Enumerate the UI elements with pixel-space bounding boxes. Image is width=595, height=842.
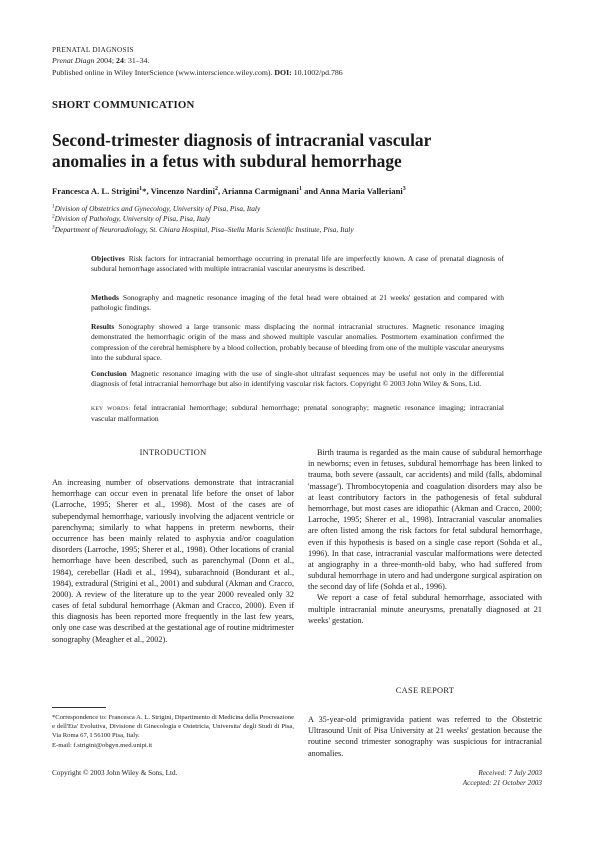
citation-line [52,56,149,67]
citation-journal: Prenat Diagn [52,56,95,65]
objectives-text: Risk factors for intracranial hemorrhage occurring in prenatal life are imperfectly known. A case of prenatal diagnosis of subdural hemorrhage associated with multiple intracranial vascular aneurysms is described. [91,254,504,274]
title-line-1: Second-trimester diagnosis of intracranial vascular [52,130,432,150]
correspondence-footnote [52,713,294,750]
doi-label: DOI: [274,68,292,77]
affiliation-2 [52,214,552,224]
case-report-text [308,714,542,759]
citation-volume: 24 [116,56,124,65]
keywords-label: KEY WORDS: [91,406,131,412]
case-report-heading: CASE REPORT [395,686,455,695]
abstract-objectives [91,254,504,275]
methods-label: Methods [91,293,119,302]
report-intro-paragraph: We report a case of fetal subdural hemorrhage, associated with multiple intracranial minute aneurysms, prenatally diagnosed at 21 weeks' gestation. [308,593,542,625]
introduction-text [52,477,294,645]
right-column-text [308,447,542,626]
methods-text: Sonography and magnetic resonance imaging of the fetal head were obtained at 21 weeks' gestation and compared with pathologic findings. [91,293,504,313]
abstract-copyright: Copyright © 2003 John Wiley & Sons, Ltd. [350,379,482,389]
citation-pages: : 31–34. [123,56,150,65]
conclusion-text: Magnetic resonance imaging with the use of single-shot ultrafast sequences may be useful not only in the differential diagnosis of fetal intracranial hemorrhage but also in identifying vascular risk factors. [91,369,504,389]
introduction-paragraph: An increasing number of observations demonstrate that intracranial hemorrhage can occur even in prenatal life before the onset of labor (Larroche, 1995; Sherer et al., 1998). Most of the cases are of subependymal hemorrhage, variously involving the adjacent ventricle or parenchyma; similarly to what happens in preterm newborns, their occurrence has been mainly related to asphyxia and/or coagulation disorders (Larroche, 1995; Sherer et al., 1998). Other locations of cranial hemorrhage have been described, such as parenchymal (Donn et al., 1984), cerebellar (Hadi et al., 1994), subarachnoid (Bondurant et al., 1984), extradural (Strigini et al., 2001) and subdural (Akman and Cracco, 2000). A review of the literature up to the year 2000 revealed only 32 cases of fetal subdural hemorrhage (Akman and Cracco, 2000). Even if this diagnosis has been reported more frequently in the last few years, only one case was described at the gestational age of routine midtrimester sonography (Meagher et al., 2002). [52,478,294,644]
published-text: Published online in Wiley InterScience (www.interscience.wiley.com). [52,68,273,77]
article-title [52,130,552,172]
author-3-affil: 1 [298,186,302,193]
affiliation-1 [52,204,552,214]
author-3: Arianna Carmignani [221,186,299,196]
affiliation-3 [52,225,552,235]
footnote-rule [52,707,106,708]
keywords [91,403,504,424]
section-tag: SHORT COMMUNICATION [52,99,195,111]
author-1-affil: 1 [139,186,143,193]
affiliation-text: Division of Pathology, University of Pisa, Pisa, Italy [54,214,211,224]
abstract-methods [91,293,504,314]
abstract-results [91,322,504,363]
accepted-date: Accepted: 21 October 2003 [462,778,542,787]
affiliation-num: 2 [52,213,55,220]
title-line-2: anomalies in a fetus with subdural hemorrhage [52,151,402,172]
author-4: Anna Maria Valleriani [319,186,403,196]
article-dates [392,769,542,788]
case-report-paragraph: A 35-year-old primigravida patient was referred to the Obstetric Ultrasound Unit of Pisa University at 21 weeks' gestation because the routine second trimester sonography was suspicious for intracranial anomalies. [308,715,542,758]
affiliation-text: Division of Obstetrics and Gynecology, University of Pisa, Pisa, Italy [54,204,261,213]
conclusion-label: Conclusion [91,369,127,378]
affiliation-num: 3 [52,224,55,231]
journal-name: PRENATAL DIAGNOSIS [52,46,134,54]
background-paragraph: Birth trauma is regarded as the main cause of subdural hemorrhage in newborns; even in fetuses, subdural hemorrhage has been linked to trauma, both severe (assault, car accidents) and mild (falls, abdominal 'massage'). Thrombocytopenia and coagulation disorders may also be at least contributory factors in the pathogenesis of fetal subdural hemorrhage, but most cases are idiopathic (Akman and Cracco, 2000; Larroche, 1995; Sherer et al., 1998). Intracranial vascular anomalies are often listed among the risk factors for fetal subdural hemorrhage, even if this hypothesis is based on a single case report (Sohda et al., 1996). In that case, intracranial vascular malformations were detected at angiography in a three-month-old baby, who had suffered from subdural hemorrhage in utero and had undergone surgical aspiration on the second day of life (Sohda et al., 1996). [308,448,542,592]
author-and: and [304,186,318,196]
correspondence-email[interactable]: E-mail: f.strigini@obgyn.med.unipi.it [52,741,153,749]
corresponding-mark: *, [142,186,149,196]
author-4-affil: 3 [402,186,406,193]
citation-year: 2004; [96,56,115,65]
objectives-label: Objectives [91,254,125,263]
author-list: Francesca A. L. Strigini$^1$*, Vincenzo Nardini$^2$, Arianna Carmignani$^1$ and Anna Maria Valleriani$^3$ [52,186,406,196]
affiliation-num: 1 [52,203,55,210]
doi-value[interactable]: 10.1002/pd.786 [293,68,343,77]
affiliations [52,204,552,235]
page-copyright: Copyright © 2003 John Wiley & Sons, Ltd. [52,769,178,777]
received-date: Received: 7 July 2003 [478,769,542,777]
author-1: Francesca A. L. Strigini [52,186,140,196]
affiliation-text: Department of Neuroradiology, St. Chiara Hospital, Pisa–Stella Maris Scientific Institute, Pisa, Italy [54,224,354,234]
published-line [52,68,343,79]
abstract-conclusion [91,369,504,390]
results-label: Results [91,322,115,331]
author-2: Vincenzo Nardini [150,186,215,196]
introduction-heading: INTRODUCTION [139,448,207,457]
correspondence-text: *Correspondence to: Francesca A. L. Strigini, Dipartimento di Medicina della Procreazione e dell'Eta' Evolutiva, Divisione di Ginecologia e Ostetricia, Universita' degli Studi di Pisa, Via Roma 67, I 56100 Pisa, Italy. [52,714,294,740]
keywords-text: fetal intracranial hemorrhage; subdural hemorrhage; prenatal sonography; magnetic resonance imaging; intracranial vascular malformation [91,403,504,423]
author-2-affil: 2 [214,186,218,193]
results-text: Sonography showed a large transonic mass displacing the normal intracranial structures. Magnetic resonance imaging demonstrated the hemorrhagic origin of the mass and showed multiple vascular anomalies. Postmortem examination confirmed the compression of the cerebral hemisphere by a blood collection, probably because of bleeding from one of the multiple vascular aneurysms into the subdural space. [91,322,504,362]
